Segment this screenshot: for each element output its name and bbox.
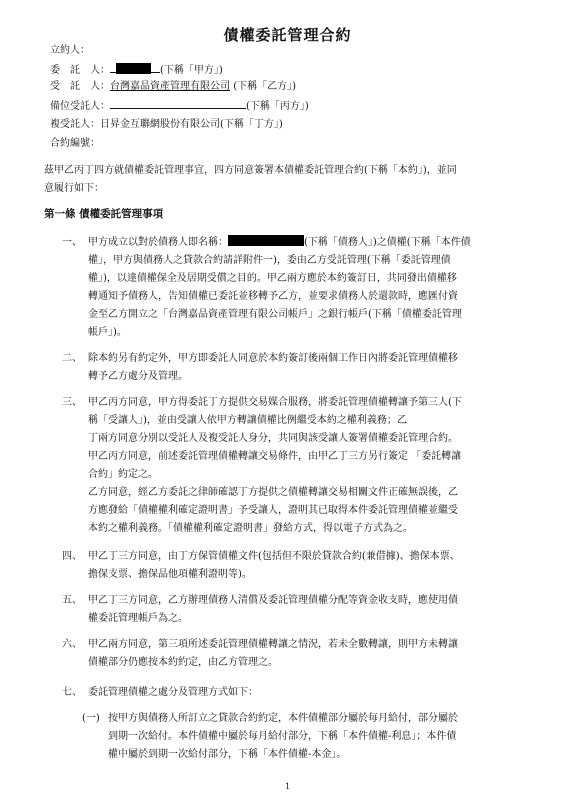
clause-line-text: 甲乙丙方同意，甲方得委託丁方提供交易媒合服務，將委託管理債權轉讓予第三人(下 [88,397,462,408]
redaction-box [228,235,304,246]
clause-line-text: 金至乙方開立之「台灣嘉品資產管理有限公司帳戶」之銀行帳戶(下稱「債權委託管理 [88,309,462,320]
clause-text [88,592,458,628]
clause-line-text: 委託管理債權之處分及管理方式如下： [88,687,258,698]
clause-line-text: 稱「受讓人」)，並由受讓人依甲方轉讓債權比例繼受本約之權利義務；乙 [88,415,407,426]
contract-number-label: 合約編號： [50,138,100,149]
clause-text [88,636,458,672]
clause-line [88,654,458,672]
clause-line [88,306,471,324]
clause-text [88,394,462,538]
clause-line [88,288,471,306]
clause-line-text: 轉予乙方處分及管理。 [88,371,188,382]
clause-number: 一、 [62,237,82,248]
underline-blank [110,98,246,109]
party-c-row [50,98,309,114]
party-b-suffix: (下稱「乙方」) [233,81,296,92]
clause-line [88,592,458,610]
clause-line [88,350,458,368]
clause-line [88,270,471,288]
party-a-suffix: (下稱「甲方」) [160,65,223,76]
parties-header: 立約人： [50,45,90,56]
clause-line [88,566,460,584]
clause-line [88,394,462,412]
clause-line-text: 甲方成立以對於債務人即名稱： [88,237,228,248]
clause-line-text: 丁兩方同意分別以受託人及複受託人身分，共同與該受讓人簽署債權委託管理合約。 [88,433,458,444]
clause-line [88,252,471,270]
clause-line [88,520,462,538]
party-c-label: 備位受託人： [50,101,110,112]
page-number: 1 [284,782,291,791]
clause-line [88,430,462,448]
clause-line-text: 權中屬於到期一次給付部分，下稱「本件債權-本金」。 [108,749,347,760]
underline-blank [151,62,160,73]
clause-number: 五、 [62,595,82,606]
party-a-label: 委 託 人： [50,65,110,76]
clause-line-text: 權」)，以達債權保全及居期受償之目的。甲乙兩方應於本約簽訂日，共同發出債權移 [88,273,457,284]
clause-text [88,350,458,386]
party-a-row [50,62,223,78]
document-title: 債權委託管理合約 [223,26,352,44]
clause-line-text: 甲乙丁三方同意，乙方辦理債務人清償及委託管理債權分配等資金收支時，應使用債 [88,595,458,606]
clause-line [88,502,462,520]
clause-line-text: 除本約另有約定外，甲方即委託人同意於本約簽訂後兩個工作日內將委託管理債權移 [88,353,458,364]
clause-line [88,548,460,566]
clause-line-text: 帳戶」)。 [88,327,127,338]
party-d-text: 日昇金互聯網股份有限公司(下稱「丁方」) [100,119,283,130]
section-heading: 第一條 債權委託管理事項 [44,208,164,220]
clause-line-text: 本約之權利義務。「債權權利確定證明書」發給方式，得以電子方式為之。 [88,523,413,534]
clause-number: 三、 [62,397,82,408]
clause-number: 二、 [62,353,82,364]
clause-text [88,684,258,702]
clause-number: (一) [82,713,100,724]
clause-line [88,684,258,702]
clause-line-text: 甲乙丙方同意，前述委託管理債權轉讓交易條件，由甲乙丁三方另行簽定 「委託轉讓 [88,451,462,462]
clause-line [88,448,462,466]
clause-line-text: 擔保支票、擔保品他項權利證明等)。 [88,569,252,580]
clause-line [88,466,462,484]
clause-line-text: 甲乙兩方同意，第三項所述委託管理債權轉讓之情況，若未全數轉讓，則甲方未轉讓 [88,639,458,650]
clause-line [88,368,458,386]
clause-text [88,548,460,584]
clause-line [88,412,462,430]
clause-line-text: 權」，甲方與債務人之貸款合約請詳附件一)，委由乙方受託管理(下稱「委託管理債 [88,255,451,266]
clause-text [108,710,458,764]
clause-line-text: (下稱「債務人」)之債權(下稱「本件債 [304,237,471,248]
clause-line [108,710,458,728]
clause-line-text: 乙方同意，經乙方委託之律師確認丁方提供之債權轉讓交易相關文件正確無誤後，乙 [88,487,458,498]
party-b-label: 受 託 人： [50,81,110,92]
party-d-label: 複受託人： [50,119,100,130]
party-b-row [50,80,296,94]
clause-line [108,728,458,746]
clause-line [88,610,458,628]
preamble-line: 茲甲乙丙丁四方就債權委託管理事宜，四方同意簽署本債權委託管理合約(下稱「本約」)，並同 [44,165,457,176]
party-b-name: 台灣嘉品資產管理有限公司 [110,81,230,92]
clause-line [88,324,471,342]
party-d-row [50,118,283,132]
preamble-line: 意履行如下： [44,183,104,194]
clause-line-text: 權委託管理帳戶為之。 [88,613,188,624]
clause-line [88,484,462,502]
clause-line-text: 甲乙丁三方同意，由丁方保管債權文件(包括但不限於貸款合約(兼借據)、擔保本票、 [88,551,460,562]
clause-text [88,234,471,342]
preamble [44,162,544,198]
clause-line-text: 按甲方與債務人所訂立之貸款合約約定，本件債權部分屬於每月給付，部分屬於 [108,713,458,724]
party-c-suffix: (下稱「丙方」) [246,101,309,112]
clause-line [88,636,458,654]
redaction-box [116,63,151,74]
clause-line [108,746,458,764]
clause-line-text: 債權部分仍應按本約約定，由乙方管理之。 [88,657,278,668]
clause-line [88,234,471,252]
clause-line-text: 到期一次給付。本件債權中屬於每月給付部分，下稱「本件債權-利息」；本件債 [108,731,457,742]
clause-line-text: 方應發給「債權權利確定證明書」予受讓人，證明其已取得本件委託管理債權並繼受 [88,505,458,516]
clause-line-text: 合約」約定之。 [88,469,158,480]
clause-number: 七、 [62,687,82,698]
clause-number: 六、 [62,639,82,650]
clause-line-text: 轉通知予債務人，告知債權已委託並移轉予乙方，並要求債務人於還款時，應匯付資 [88,291,458,302]
clause-number: 四、 [62,551,82,562]
